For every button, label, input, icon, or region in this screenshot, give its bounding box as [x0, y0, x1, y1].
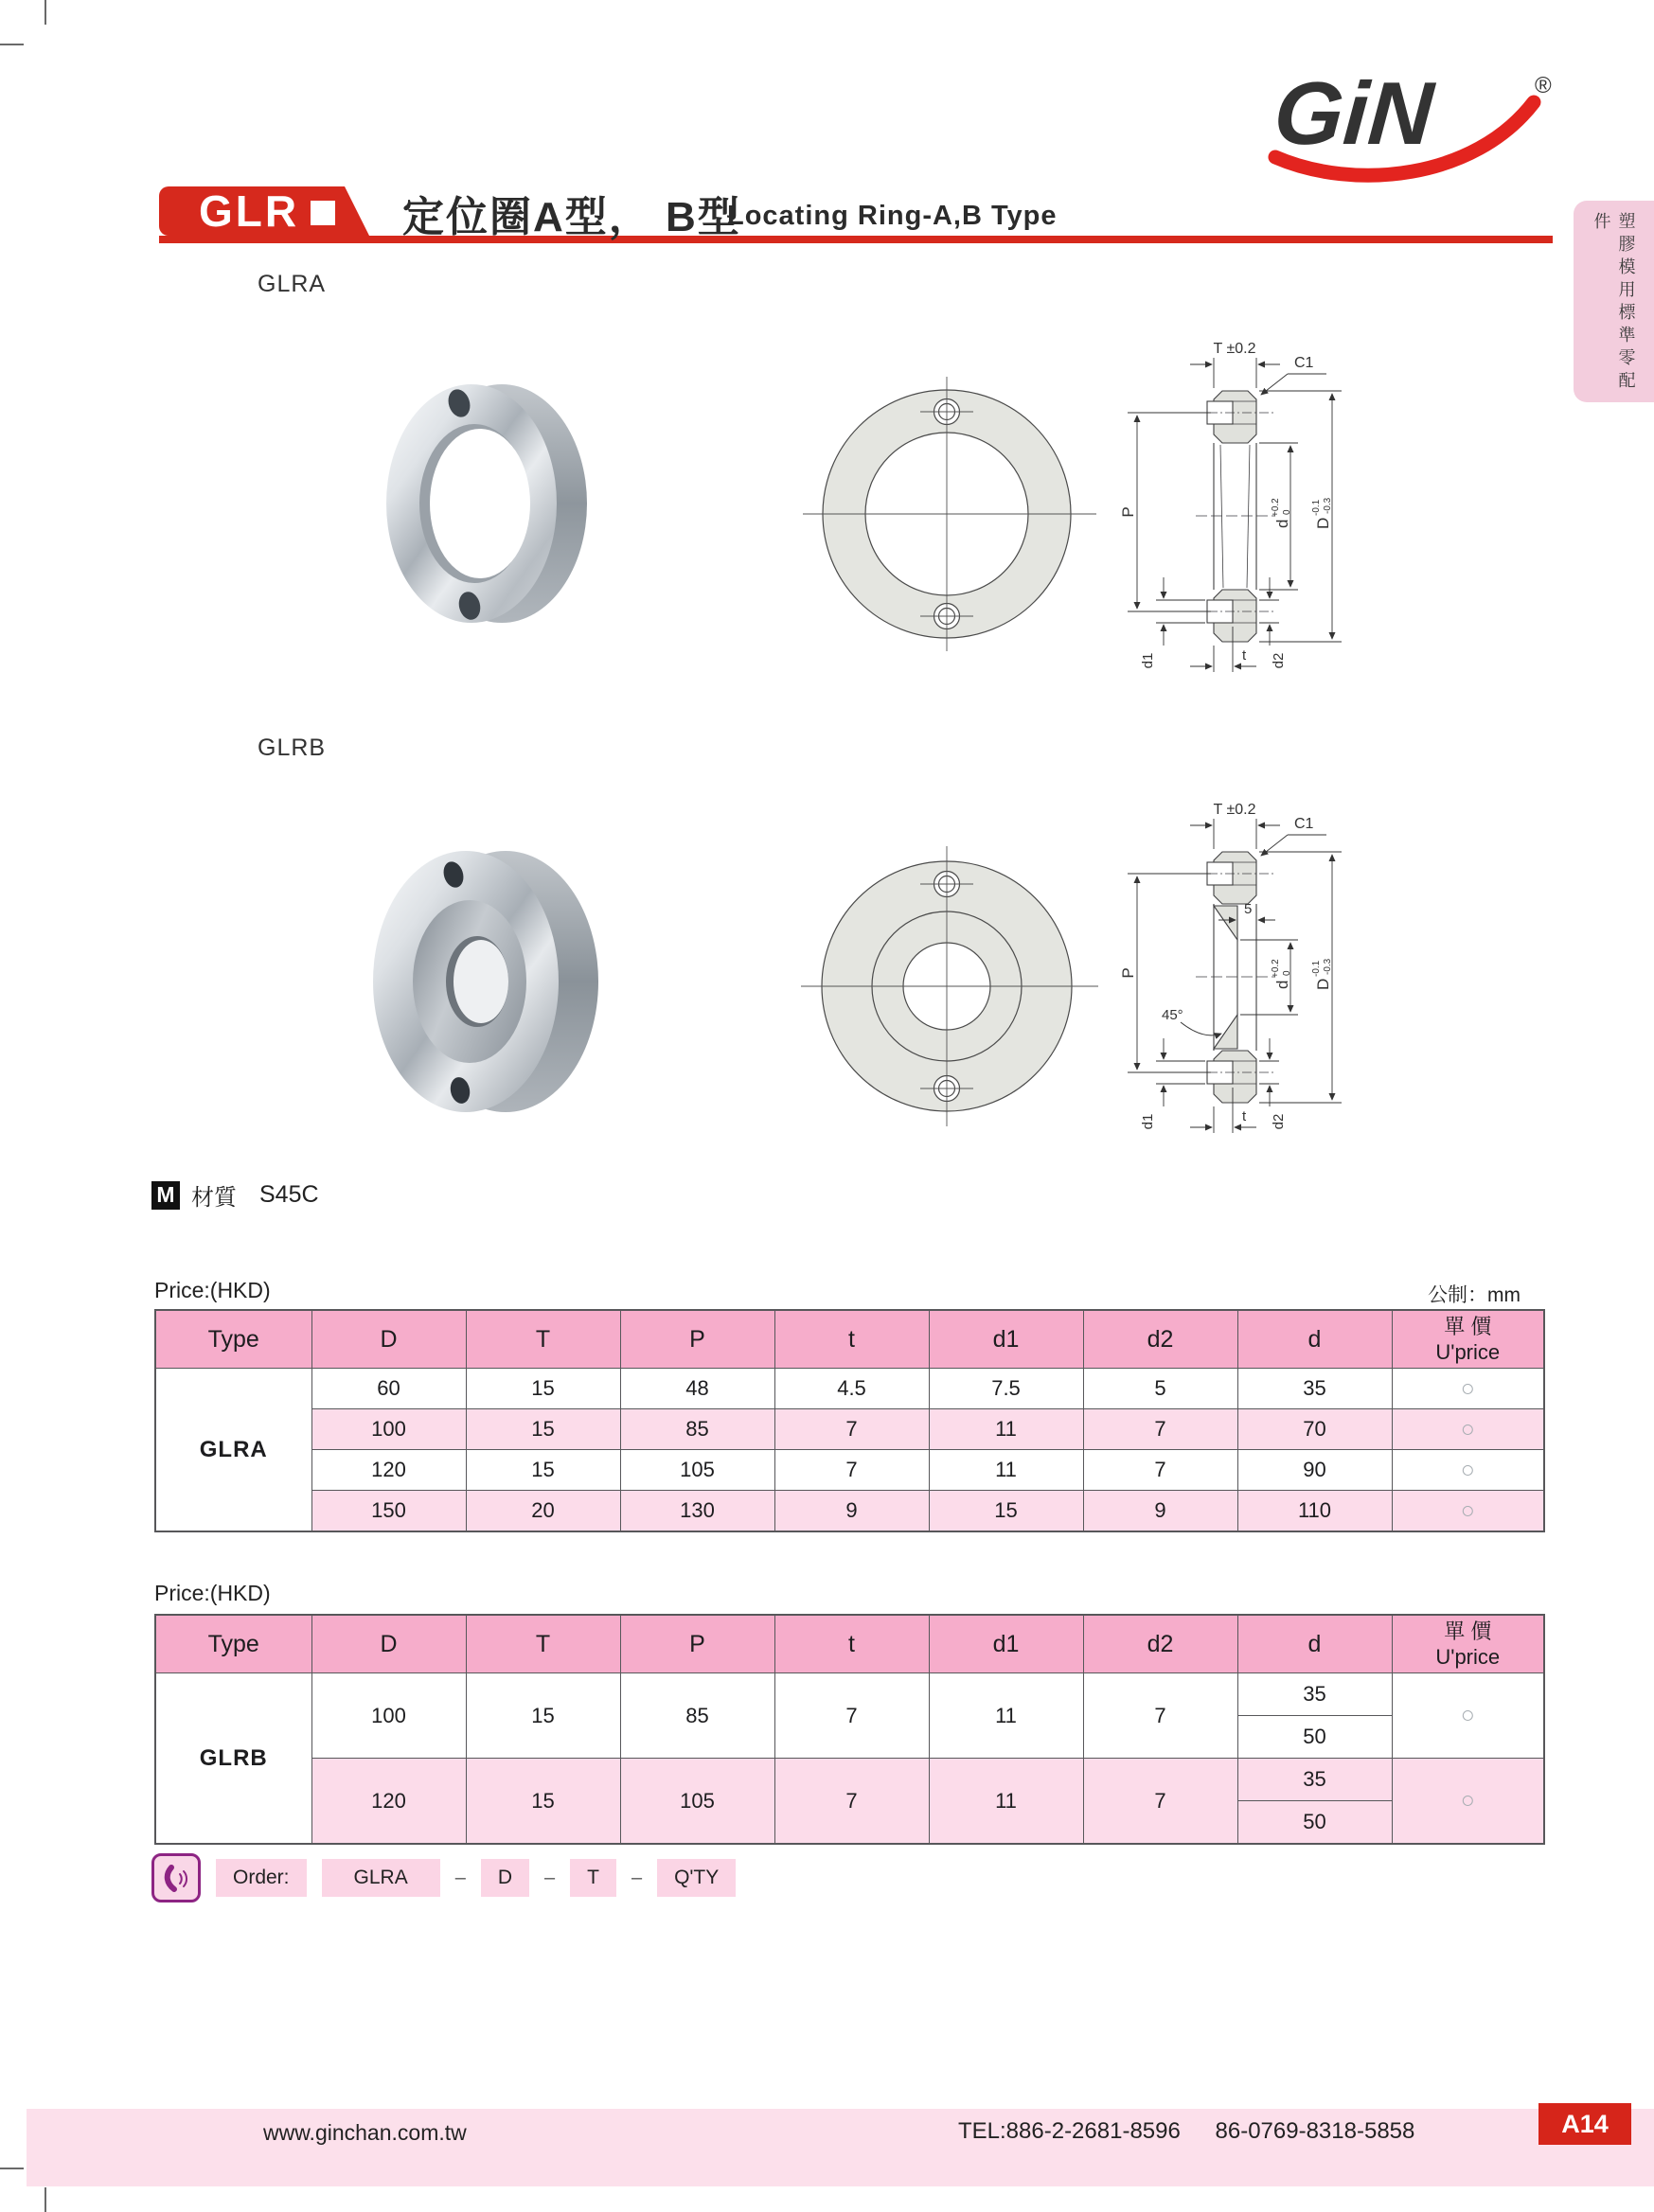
table-row — [155, 1491, 1544, 1532]
table-row — [155, 1450, 1544, 1491]
order-part-D: D — [481, 1859, 529, 1897]
col-header-uprice — [1392, 1310, 1544, 1369]
glra-price-table — [154, 1309, 1545, 1532]
dim-label-D: D — [1314, 517, 1332, 529]
table1-price-label: Price:(HKD) — [154, 1278, 271, 1302]
order-separator: – — [544, 1867, 556, 1888]
order-separator: – — [631, 1867, 643, 1888]
col-header-P: P — [620, 1310, 774, 1369]
type-cell: GLRA — [155, 1369, 311, 1532]
cell: 7 — [774, 1759, 929, 1845]
order-part-T: T — [570, 1859, 616, 1897]
cell: 150 — [311, 1491, 466, 1532]
col-header-uprice — [1392, 1615, 1544, 1673]
cell: 85 — [620, 1673, 774, 1759]
cell: 7 — [1083, 1450, 1237, 1491]
cell: 15 — [466, 1409, 620, 1450]
order-separator: – — [454, 1867, 466, 1888]
cell: 48 — [620, 1369, 774, 1409]
table-row — [155, 1673, 1544, 1716]
header-badge — [159, 186, 369, 236]
cell: 7.5 — [929, 1369, 1083, 1409]
col-header-d2: d2 — [1083, 1310, 1237, 1369]
cell: 90 — [1237, 1450, 1392, 1491]
glrb-front-view-drawing — [776, 825, 1136, 1147]
dim-label-d-tol-bot: 0 — [1282, 509, 1292, 515]
dim-label-D-tol-bot: -0.3 — [1323, 497, 1333, 514]
badge-slant — [345, 186, 369, 236]
product-code: GLR — [199, 186, 300, 236]
svg-text:GiN: GiN — [1271, 63, 1436, 163]
footer-tel-1: TEL:886-2-2681-8596 — [958, 2118, 1181, 2144]
dim-label-d2: d2 — [1271, 1113, 1287, 1130]
uprice-en: U'price — [1435, 1645, 1501, 1669]
uprice-circle: ○ — [1392, 1450, 1544, 1491]
cell: 120 — [311, 1759, 466, 1845]
uprice-circle: ○ — [1392, 1409, 1544, 1450]
table2-price-label: Price:(HKD) — [154, 1581, 271, 1605]
glrb-price-table — [154, 1614, 1545, 1845]
footer-telephone — [958, 2118, 1414, 2145]
svg-text:®: ® — [1535, 73, 1552, 98]
dim-label-D-tol-top: -0.1 — [1311, 499, 1322, 516]
header-underline — [159, 236, 1553, 243]
cell: 50 — [1237, 1801, 1392, 1845]
cell: 120 — [311, 1450, 466, 1491]
dim-label-D-tol-top: -0.1 — [1311, 960, 1322, 977]
table-row — [155, 1409, 1544, 1450]
dim-label-5: 5 — [1244, 901, 1253, 917]
cell: 130 — [620, 1491, 774, 1532]
dim-label-45deg: 45° — [1162, 1007, 1183, 1023]
dim-label-T: T ±0.2 — [1213, 341, 1256, 357]
dim-label-d1: d1 — [1140, 652, 1156, 669]
uprice-cn: 單 價 — [1444, 1315, 1492, 1338]
cell: 7 — [774, 1409, 929, 1450]
cropmark-bottom-horizontal — [0, 2168, 24, 2169]
cell: 15 — [466, 1759, 620, 1845]
cell: 15 — [929, 1491, 1083, 1532]
dim-label-d-tol-top: +0.2 — [1271, 498, 1281, 517]
col-header-type: Type — [155, 1310, 311, 1369]
cell: 105 — [620, 1759, 774, 1845]
uprice-circle: ○ — [1392, 1759, 1544, 1845]
dim-label-d1: d1 — [1140, 1113, 1156, 1130]
cropmark-bottom-vertical — [44, 2187, 46, 2212]
cell: 11 — [929, 1673, 1083, 1759]
col-header-t: t — [774, 1615, 929, 1673]
order-format-row — [151, 1853, 736, 1902]
dim-label-C1: C1 — [1294, 816, 1314, 832]
col-header-T: T — [466, 1310, 620, 1369]
sidebar-category-tab — [1574, 201, 1654, 402]
cell: 60 — [311, 1369, 466, 1409]
cell: 35 — [1237, 1369, 1392, 1409]
dim-label-P: P — [1119, 506, 1137, 518]
uprice-circle: ○ — [1392, 1673, 1544, 1759]
cell: 11 — [929, 1450, 1083, 1491]
cell: 7 — [1083, 1409, 1237, 1450]
col-header-P: P — [620, 1615, 774, 1673]
cell: 7 — [774, 1673, 929, 1759]
cell: 9 — [1083, 1491, 1237, 1532]
dim-label-d: d — [1273, 519, 1291, 528]
col-header-D: D — [311, 1310, 466, 1369]
cell: 100 — [311, 1409, 466, 1450]
col-header-D: D — [311, 1615, 466, 1673]
uprice-circle: ○ — [1392, 1491, 1544, 1532]
page-title-en: Locating Ring-A,B Type — [727, 201, 1058, 231]
table-header-row — [155, 1310, 1544, 1369]
dim-label-C1: C1 — [1294, 355, 1314, 371]
cell: 7 — [1083, 1673, 1237, 1759]
glra-front-view-drawing — [776, 360, 1136, 672]
code-square-mark — [311, 201, 335, 225]
uprice-cn: 單 價 — [1444, 1619, 1492, 1643]
table-row — [155, 1369, 1544, 1409]
footer-website: www.ginchan.com.tw — [263, 2120, 467, 2145]
cell: 11 — [929, 1409, 1083, 1450]
dim-label-t: t — [1242, 1108, 1247, 1124]
cell: 100 — [311, 1673, 466, 1759]
cell: 35 — [1237, 1759, 1392, 1801]
cell: 35 — [1237, 1673, 1392, 1716]
dim-label-t: t — [1242, 647, 1247, 664]
col-header-d1: d1 — [929, 1310, 1083, 1369]
col-header-T: T — [466, 1615, 620, 1673]
glra-section-label: GLRA — [258, 271, 327, 297]
cell: 20 — [466, 1491, 620, 1532]
cell: 15 — [466, 1369, 620, 1409]
col-header-type: Type — [155, 1615, 311, 1673]
glra-product-photo — [348, 343, 614, 664]
dim-label-d2: d2 — [1271, 652, 1287, 669]
cell: 7 — [774, 1450, 929, 1491]
cell: 15 — [466, 1673, 620, 1759]
glrb-product-photo — [343, 816, 627, 1147]
glrb-section-drawing — [1089, 781, 1401, 1159]
cell: 85 — [620, 1409, 774, 1450]
cell: 4.5 — [774, 1369, 929, 1409]
dim-label-d-tol-bot: 0 — [1282, 970, 1292, 976]
sidebar-category-label: 塑膠模用標準零配件 — [1592, 212, 1636, 394]
dim-label-d: d — [1273, 980, 1291, 989]
cell: 50 — [1237, 1716, 1392, 1759]
cropmark-top-vertical — [44, 0, 46, 25]
col-header-d: d — [1237, 1615, 1392, 1673]
page-title-cn: 定位圈A型， B型 — [402, 194, 741, 240]
footer-tel-2: 86-0769-8318-5858 — [1215, 2118, 1415, 2144]
material-value: S45C — [259, 1181, 319, 1208]
order-part-qty: Q'TY — [657, 1859, 736, 1897]
cell: 15 — [466, 1450, 620, 1491]
col-header-d1: d1 — [929, 1615, 1083, 1673]
material-icon: M — [151, 1181, 180, 1210]
dim-label-P: P — [1119, 967, 1137, 979]
type-cell: GLRB — [155, 1673, 311, 1845]
cell: 110 — [1237, 1491, 1392, 1532]
order-part-type: GLRA — [322, 1859, 440, 1897]
cell: 9 — [774, 1491, 929, 1532]
cell: 11 — [929, 1759, 1083, 1845]
glrb-section-label: GLRB — [258, 734, 327, 761]
order-label: Order: — [216, 1859, 307, 1897]
col-header-d2: d2 — [1083, 1615, 1237, 1673]
dim-label-d-tol-top: +0.2 — [1271, 959, 1281, 978]
cell: 70 — [1237, 1409, 1392, 1450]
col-header-d: d — [1237, 1310, 1392, 1369]
uprice-circle: ○ — [1392, 1369, 1544, 1409]
col-header-t: t — [774, 1310, 929, 1369]
table1-metric-label: 公制：mm — [1428, 1284, 1521, 1306]
uprice-en: U'price — [1435, 1340, 1501, 1364]
cropmark-top-horizontal — [0, 44, 24, 45]
cell: 5 — [1083, 1369, 1237, 1409]
material-note — [151, 1178, 319, 1212]
material-label: 材質 — [191, 1185, 237, 1211]
glra-section-drawing — [1089, 320, 1401, 699]
gin-logo — [1254, 47, 1567, 189]
cell: 105 — [620, 1450, 774, 1491]
phone-icon — [151, 1853, 201, 1902]
table-header-row — [155, 1615, 1544, 1673]
cell: 7 — [1083, 1759, 1237, 1845]
dim-label-D: D — [1314, 978, 1332, 990]
dim-label-T: T ±0.2 — [1213, 802, 1256, 818]
page-number-badge: A14 — [1538, 2103, 1631, 2145]
table-row — [155, 1759, 1544, 1801]
dim-label-D-tol-bot: -0.3 — [1323, 958, 1333, 975]
